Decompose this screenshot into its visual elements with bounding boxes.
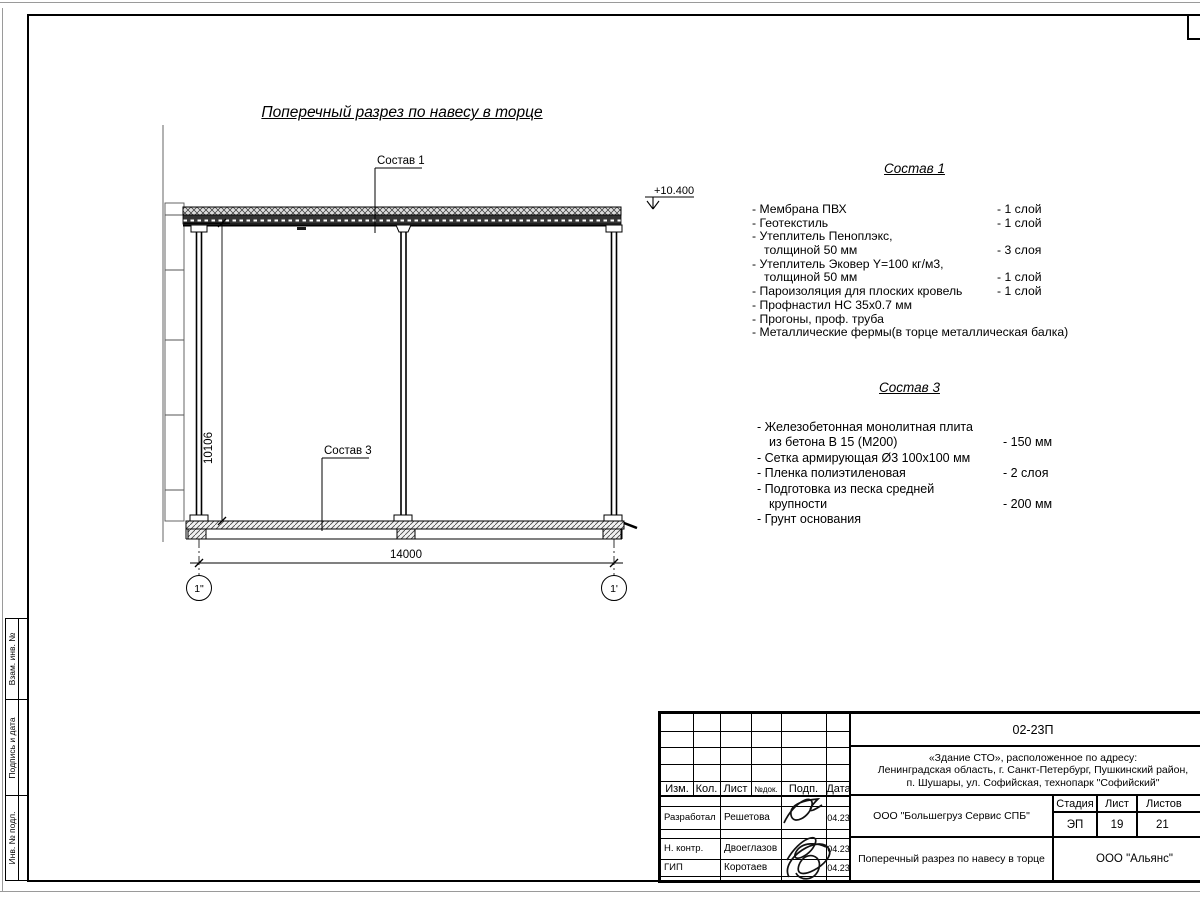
address-line: Ленинградская область, г. Санкт-Петербург, Пушкинский район, [877, 764, 1189, 777]
item-label: - Профнастил НС 35х0.7 мм [752, 297, 913, 312]
margin-label: Подпись и дата [7, 716, 17, 779]
address-line: «Здание СТО», расположенное по адресу: [928, 751, 1138, 764]
item-label: толщиной 50 мм [764, 270, 858, 285]
sostav3-list [757, 420, 1097, 528]
col-header-data: Дата [826, 783, 851, 795]
contractor-cell: ООО "Большегруз Сервис СПБ" [850, 795, 1053, 837]
row-date: 04.23 [827, 843, 850, 854]
list-item [757, 420, 1097, 435]
stage-value-cell: ЭП [1053, 812, 1097, 837]
callout-sostav1-label: Состав 1 [377, 155, 425, 167]
column-left-cap [191, 225, 207, 232]
item-value: - 1 слой [997, 215, 1042, 230]
margin-label: Взам. инв. № [7, 632, 17, 686]
list-item [752, 244, 1092, 258]
item-value: - 1 слой [997, 284, 1042, 299]
revision-grid [660, 713, 850, 796]
paper-edge-left [2, 8, 3, 892]
item-label: - Геотекстиль [752, 215, 829, 230]
col-header-ndok: №док. [754, 784, 778, 794]
item-value: - 1 слой [997, 270, 1042, 285]
sheets-value-cell: 21 [1137, 812, 1200, 837]
purlin-cleat [297, 227, 306, 230]
axis-label-left: 1" [194, 583, 204, 595]
row-role: ГИП [664, 862, 683, 873]
col-header-kol: Кол. [695, 783, 718, 795]
list-item [752, 285, 1092, 299]
item-label: толщиной 50 мм [764, 243, 858, 258]
list-item [757, 435, 1097, 450]
doc-code-cell: 02-23П [850, 713, 1200, 746]
item-value: - 2 слоя [1003, 466, 1049, 481]
item-value: - 150 мм [1003, 435, 1053, 450]
item-value: - 3 слоя [997, 243, 1042, 258]
margin-cell-inv [5, 795, 28, 881]
sheet-header-cell: Лист [1097, 795, 1137, 812]
dim-width-value: 14000 [390, 549, 422, 561]
column-right [612, 232, 617, 515]
callout-sostav3 [322, 458, 369, 531]
list-item [752, 299, 1092, 313]
row-name: Двоеглазов [724, 843, 778, 854]
col-header-izm: Изм. [665, 783, 689, 795]
item-value: - 200 мм [1003, 496, 1053, 511]
doc-title-cell: Поперечный разрез по навесу в торце [850, 837, 1053, 881]
item-label: - Грунт основания [757, 512, 862, 527]
dim-height-value: 10106 [203, 432, 215, 464]
item-value: - 1 слой [997, 202, 1042, 216]
footing-left [188, 529, 206, 539]
margin-cell-vzam [5, 618, 28, 700]
footing-mid [397, 529, 415, 539]
column-mid [401, 232, 406, 515]
item-label: - Пленка полиэтиленовая [757, 466, 906, 481]
title-block [660, 713, 1200, 881]
list-item [752, 313, 1092, 327]
axis-label-right: 1' [610, 583, 618, 595]
item-label: крупности [769, 496, 828, 511]
margin-label: Инв. № подл. [7, 811, 17, 865]
paper-edge-top [0, 2, 1200, 3]
row-name: Решетова [724, 812, 770, 823]
item-label: - Железобетонная монолитная плита [757, 420, 973, 434]
row-name: Коротаев [724, 862, 768, 873]
list-item [752, 217, 1092, 231]
row-role: Н. контр. [664, 843, 704, 854]
dim-height [184, 219, 230, 525]
columns [190, 225, 622, 521]
cell-divider [18, 700, 19, 795]
list-item [752, 326, 1092, 340]
col-header-list: Лист [723, 783, 748, 795]
row-date: 04.23 [827, 812, 850, 823]
item-label: - Утеплитель Эковер Y=100 кг/м3, [752, 256, 944, 271]
cell-divider [18, 619, 19, 699]
item-label: - Прогоны, проф. труба [752, 311, 884, 326]
list-item [757, 466, 1097, 481]
list-item [752, 258, 1092, 272]
list-item [752, 230, 1092, 244]
col-header-podp: Подп. [788, 783, 819, 795]
cell-divider [18, 796, 19, 880]
foundation-slab [186, 521, 637, 539]
list-item [752, 271, 1092, 285]
sostav1-list [752, 203, 1092, 340]
list-item [757, 512, 1097, 527]
binding-margin-column [5, 618, 28, 881]
list-item [752, 203, 1092, 217]
list-item [757, 451, 1097, 466]
sheets-header-cell: Листов [1137, 795, 1200, 812]
item-label: - Сетка армирующая Ø3 100х100 мм [757, 450, 971, 465]
column-left [197, 232, 202, 515]
address-line: п. Шушары, ул. Софийская, технопарк "Софийский" [906, 776, 1160, 789]
item-label: - Пароизоляция для плоских кровель [752, 284, 963, 299]
sostav3-heading: Состав 3 [879, 380, 940, 395]
item-label: - Металлические фермы(в торце металлическая балка) [752, 325, 1069, 340]
company-cell: ООО "Альянс" [1053, 837, 1200, 881]
item-label: из бетона В 15 (М200) [769, 435, 898, 450]
margin-cell-podpis [5, 699, 28, 796]
row-date: 04.23 [827, 862, 850, 873]
elevation-mark [645, 197, 694, 209]
sheet-value-cell: 19 [1097, 812, 1137, 837]
column-right-cap [606, 225, 622, 232]
elevation-value: +10.400 [654, 185, 695, 197]
callout-sostav3-label: Состав 3 [324, 445, 372, 457]
sostav1-heading: Состав 1 [884, 161, 945, 176]
stage-header-cell: Стадия [1053, 795, 1097, 812]
item-label: - Мембрана ПВХ [752, 202, 847, 216]
section-drawing [140, 90, 700, 620]
top-right-format-box [1187, 14, 1200, 40]
column-mid-cap [396, 225, 411, 232]
signature-grid [660, 796, 850, 881]
row-role: Разработал [664, 812, 716, 823]
item-label: - Утеплитель Пеноплэкс, [752, 229, 893, 244]
list-item [757, 497, 1097, 512]
paper-edge-bottom [0, 891, 1200, 892]
project-address-cell [850, 746, 1200, 795]
list-item [757, 482, 1097, 497]
drawing-view-title: Поперечный разрез по навесу в торце [261, 104, 543, 121]
item-label: - Подготовка из песка средней [757, 481, 935, 496]
footing-right [603, 529, 621, 539]
adjacent-wall [163, 125, 184, 542]
